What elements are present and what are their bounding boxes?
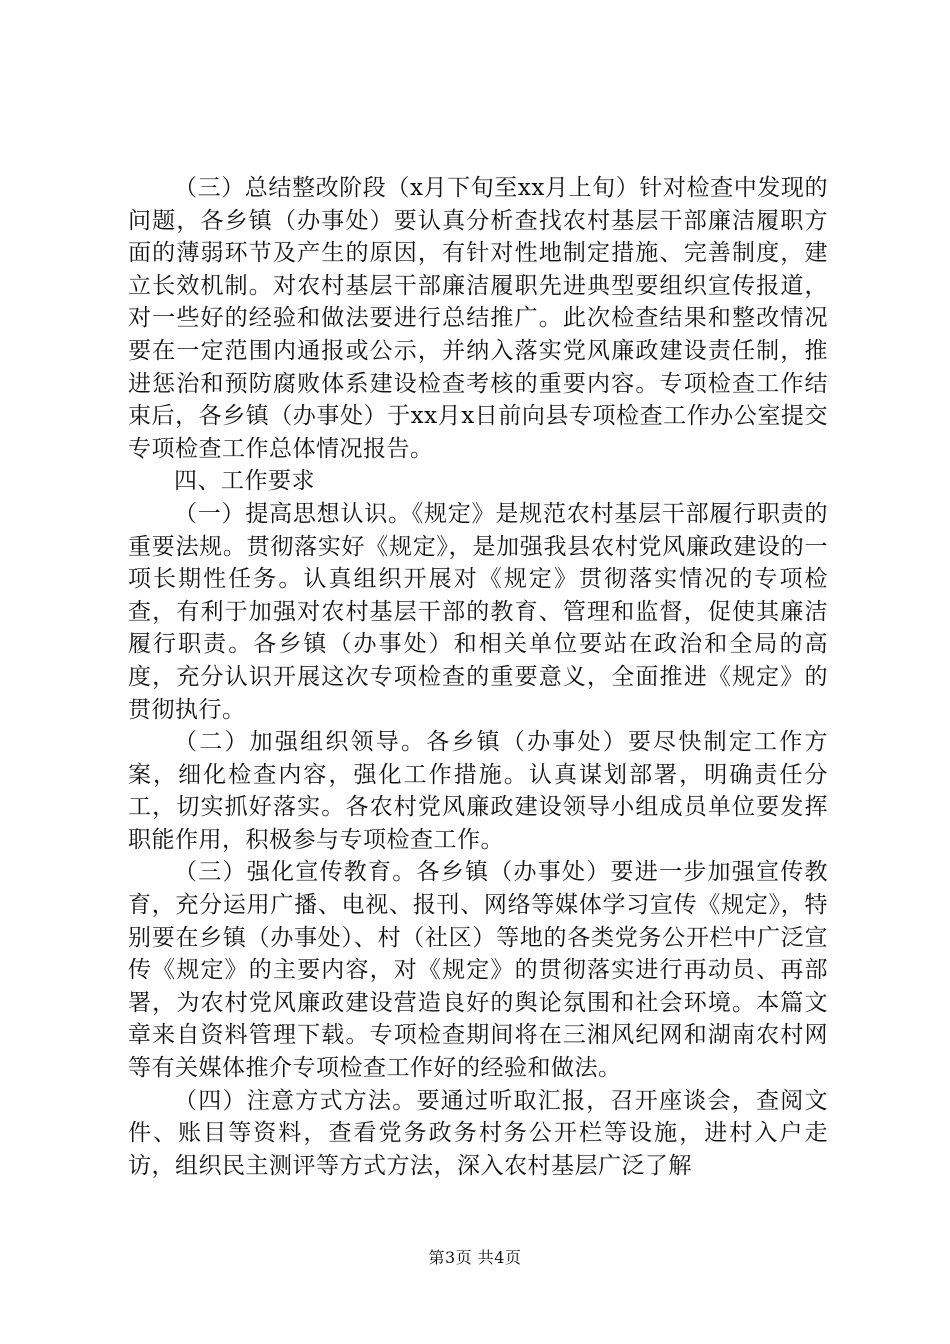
paragraph-raise-awareness: （一）提高思想认识。《规定》是规范农村基层干部履行职责的重要法规。贯彻落实好《规定》，是加强我县农村党风廉政建设的一项长期性任务。认真组织开展对《规定》贯彻落实情况的专项检查，有利于加强对农村基层干部的教育、管理和监督，促使其廉洁履行职责。各乡镇（办事处）和相关单位要站在政治和全局的高度，充分认识开展这次专项检查的重要意义，全面推进《规定》的贯彻执行。	[128, 500, 828, 723]
paragraph-organizational-leadership: （二）加强组织领导。各乡镇（办事处）要尽快制定工作方案，细化检查内容，强化工作措施。认真谋划部署，明确责任分工，切实抓好落实。各农村党风廉政建设领导小组成员单位要发挥职能作用，积极参与专项检查工作。	[128, 729, 828, 853]
paragraph-methods: （四）注意方式方法。要通过听取汇报，召开座谈会，查阅文件、账目等资料，查看党务政务村务公开栏等设施，进村入户走访，组织民主测评等方式方法，深入农村基层广泛了解	[128, 1087, 828, 1179]
paragraph-publicity-education: （三）强化宣传教育。各乡镇（办事处）要进一步加强宣传教育，充分运用广播、电视、报刊、网络等媒体学习宣传《规定》，特别要在乡镇（办事处）、村（社区）等地的各类党务公开栏中广泛宣传《规定》的主要内容，对《规定》的贯彻落实进行再动员、再部署，为农村党风廉政建设营造良好的舆论氛围和社会环境。本篇文章来自资料管理下载。专项检查期间将在三湘风纪网和湖南农村网等有关媒体推介专项检查工作好的经验和做法。	[128, 859, 828, 1082]
page-footer: 第3页 共4页	[428, 1248, 522, 1267]
paragraph-summary-stage: （三）总结整改阶段（x月下旬至xx月上旬）针对检查中发现的问题，各乡镇（办事处）要认真分析查找农村基层干部廉洁履职方面的薄弱环节及产生的原因，有针对性地制定措施、完善制度，建立长效机制。对农村基层干部廉洁履职先进典型要组织宣传报道，对一些好的经验和做法要进行总结推广。此次检查结果和整改情况要在一定范围内通报或公示，并纳入落实党风廉政建设责任制，推进惩治和预防腐败体系建设检查考核的重要内容。专项检查工作结束后，各乡镇（办事处）于xx月x日前向县专项检查工作办公室提交专项检查工作总体情况报告。	[128, 175, 828, 462]
document-body	[128, 172, 828, 1182]
section-heading-work-requirements: 四、工作要求	[174, 468, 315, 495]
